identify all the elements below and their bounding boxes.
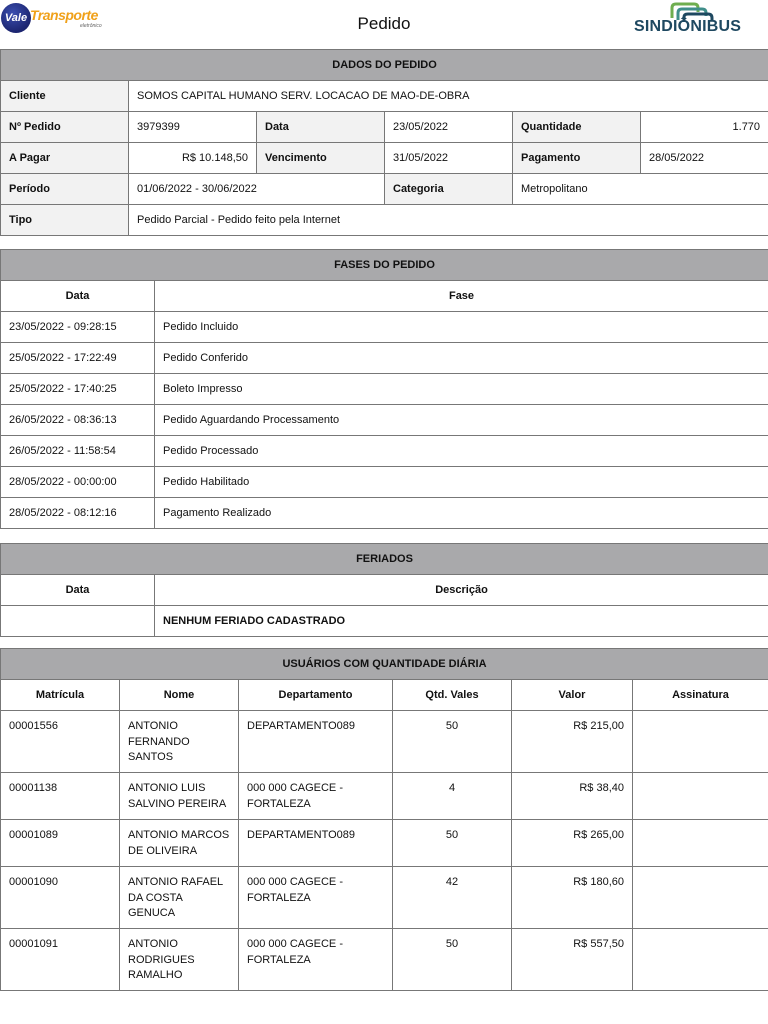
fases-section-title: FASES DO PEDIDO (1, 250, 768, 281)
sindionibus-logo (628, 0, 748, 40)
vale-logo-mark: Vale (1, 3, 31, 33)
fase-name: Pagamento Realizado (155, 498, 768, 529)
usuario-matricula: 00001091 (1, 929, 120, 991)
fase-name: Boleto Impresso (155, 374, 768, 405)
pedido-label: Nº Pedido (1, 112, 129, 143)
data-label: Data (257, 112, 385, 143)
usuarios-col-matricula: Matrícula (1, 680, 120, 711)
usuario-valor: R$ 215,00 (512, 711, 633, 773)
table-row (1, 343, 768, 374)
usuarios-table (0, 648, 768, 991)
usuario-assinatura (633, 711, 768, 773)
usuario-departamento: DEPARTAMENTO089 (239, 820, 393, 867)
usuarios-col-assinatura: Assinatura (633, 680, 768, 711)
page-header (0, 0, 768, 48)
usuario-valor: R$ 38,40 (512, 773, 633, 820)
fases-col-fase: Fase (155, 281, 768, 312)
usuario-qtd: 50 (393, 820, 512, 867)
categoria-value: Metropolitano (513, 174, 768, 205)
periodo-value: 01/06/2022 - 30/06/2022 (129, 174, 385, 205)
usuarios-col-valor: Valor (512, 680, 633, 711)
pagamento-label: Pagamento (513, 143, 641, 174)
fase-date: 28/05/2022 - 08:12:16 (1, 498, 155, 529)
table-row (1, 436, 768, 467)
usuarios-col-qtd: Qtd. Vales (393, 680, 512, 711)
usuario-assinatura (633, 867, 768, 929)
usuario-assinatura (633, 773, 768, 820)
usuario-matricula: 00001556 (1, 711, 120, 773)
feriados-table (0, 543, 768, 637)
table-row (1, 606, 768, 637)
usuario-assinatura (633, 820, 768, 867)
usuario-nome: ANTONIO LUIS SALVINO PEREIRA (120, 773, 239, 820)
sindionibus-logo-name: SINDIÔNIBUS (634, 18, 742, 35)
usuario-valor: R$ 180,60 (512, 867, 633, 929)
usuario-qtd: 50 (393, 929, 512, 991)
feriados-empty-message: NENHUM FERIADO CADASTRADO (155, 606, 768, 637)
usuario-nome: ANTONIO RAFAEL DA COSTA GENUCA (120, 867, 239, 929)
page-title: Pedido (357, 14, 411, 33)
fase-date: 23/05/2022 - 09:28:15 (1, 312, 155, 343)
usuario-departamento: 000 000 CAGECE - FORTALEZA (239, 929, 393, 991)
usuario-matricula: 00001090 (1, 867, 120, 929)
fase-name: Pedido Aguardando Processamento (155, 405, 768, 436)
usuarios-col-departamento: Departamento (239, 680, 393, 711)
usuario-nome: ANTONIO FERNANDO SANTOS (120, 711, 239, 773)
feriado-date (1, 606, 155, 637)
table-row (1, 929, 768, 991)
usuario-qtd: 4 (393, 773, 512, 820)
periodo-label: Período (1, 174, 129, 205)
fases-col-data: Data (1, 281, 155, 312)
apagar-label: A Pagar (1, 143, 129, 174)
pedido-value: 3979399 (129, 112, 257, 143)
usuario-matricula: 00001089 (1, 820, 120, 867)
table-row (1, 820, 768, 867)
table-row (1, 467, 768, 498)
usuario-nome: ANTONIO MARCOS DE OLIVEIRA (120, 820, 239, 867)
fase-date: 25/05/2022 - 17:40:25 (1, 374, 155, 405)
quantidade-label: Quantidade (513, 112, 641, 143)
tipo-label: Tipo (1, 205, 129, 236)
dados-pedido-table (0, 49, 768, 236)
table-row (1, 312, 768, 343)
usuario-nome: ANTONIO RODRIGUES RAMALHO (120, 929, 239, 991)
vencimento-label: Vencimento (257, 143, 385, 174)
usuario-departamento: 000 000 CAGECE - FORTALEZA (239, 867, 393, 929)
table-row (1, 711, 768, 773)
fase-name: Pedido Habilitado (155, 467, 768, 498)
categoria-label: Categoria (385, 174, 513, 205)
feriados-col-descricao: Descrição (155, 575, 768, 606)
fase-date: 28/05/2022 - 00:00:00 (1, 467, 155, 498)
feriados-col-data: Data (1, 575, 155, 606)
usuario-valor: R$ 265,00 (512, 820, 633, 867)
table-row (1, 374, 768, 405)
fase-name: Pedido Incluido (155, 312, 768, 343)
cliente-value: SOMOS CAPITAL HUMANO SERV. LOCACAO DE MAO-DE-OBRA (129, 81, 768, 112)
fases-pedido-table (0, 249, 768, 529)
quantidade-value: 1.770 (641, 112, 768, 143)
usuarios-section-title: USUÁRIOS COM QUANTIDADE DIÁRIA (1, 649, 768, 680)
table-row (1, 773, 768, 820)
table-row (1, 405, 768, 436)
fase-name: Pedido Processado (155, 436, 768, 467)
fase-date: 26/05/2022 - 08:36:13 (1, 405, 155, 436)
usuario-departamento: 000 000 CAGECE - FORTALEZA (239, 773, 393, 820)
usuario-assinatura (633, 929, 768, 991)
tipo-value: Pedido Parcial - Pedido feito pela Internet (129, 205, 768, 236)
apagar-value: R$ 10.148,50 (129, 143, 257, 174)
fase-date: 26/05/2022 - 11:58:54 (1, 436, 155, 467)
usuario-qtd: 42 (393, 867, 512, 929)
usuarios-col-nome: Nome (120, 680, 239, 711)
fase-name: Pedido Conferido (155, 343, 768, 374)
pagamento-value: 28/05/2022 (641, 143, 768, 174)
table-row (1, 867, 768, 929)
fase-date: 25/05/2022 - 17:22:49 (1, 343, 155, 374)
usuario-departamento: DEPARTAMENTO089 (239, 711, 393, 773)
usuario-valor: R$ 557,50 (512, 929, 633, 991)
data-value: 23/05/2022 (385, 112, 513, 143)
vale-logo-name: Transporte (30, 7, 98, 23)
dados-section-title: DADOS DO PEDIDO (1, 50, 768, 81)
vencimento-value: 31/05/2022 (385, 143, 513, 174)
usuario-matricula: 00001138 (1, 773, 120, 820)
table-row (1, 498, 768, 529)
cliente-label: Cliente (1, 81, 129, 112)
usuario-qtd: 50 (393, 711, 512, 773)
vale-logo-sub: eletrônico (80, 23, 102, 29)
feriados-section-title: FERIADOS (1, 544, 768, 575)
